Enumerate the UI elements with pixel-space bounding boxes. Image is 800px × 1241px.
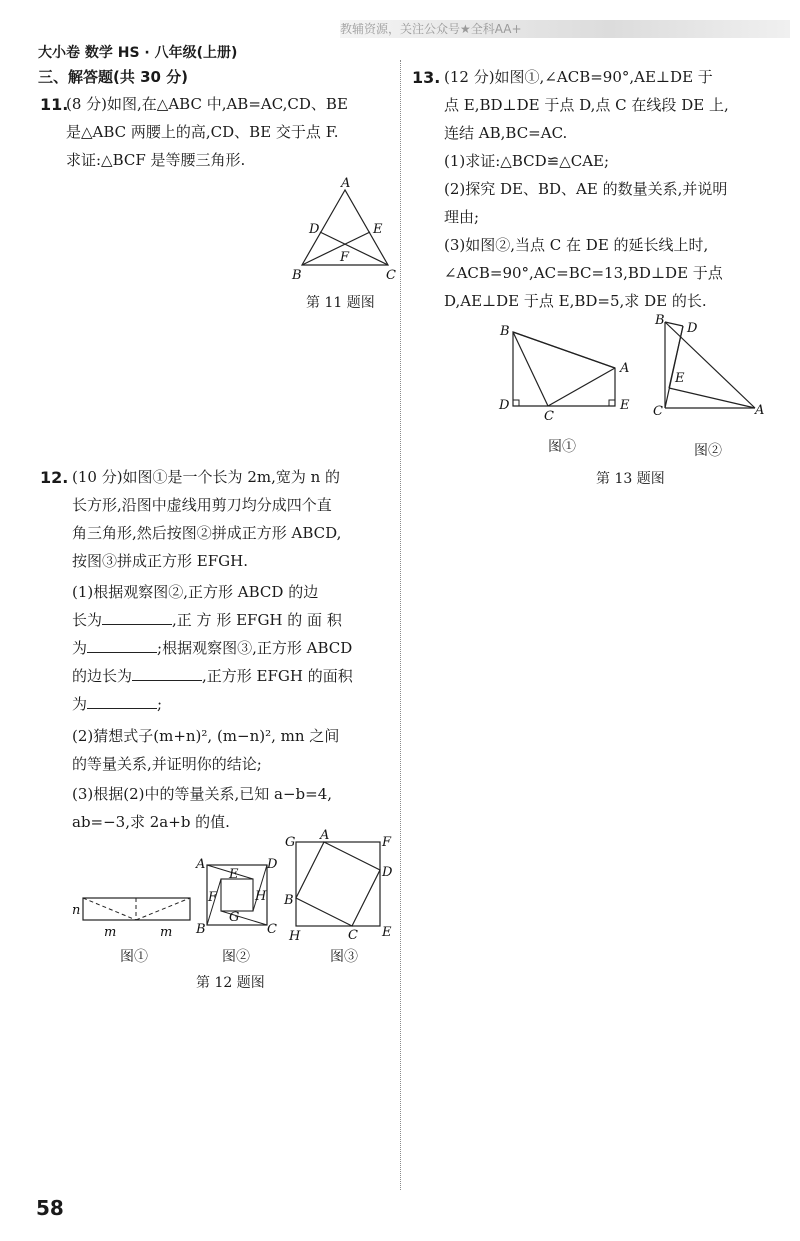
right-angle-mark [609,400,615,406]
q13-line: D,AE⊥DE 于点 E,BD=5,求 DE 的长. [444,292,707,310]
q12-fig2-label-f: F [208,890,218,905]
q13-fig1-label-a: A [620,361,630,376]
q12-fig2-label-g: G [229,910,240,925]
q13-line: (2)探究 DE、BD、AE 的数量关系,并说明 [444,180,728,198]
answer-blank[interactable] [132,662,202,681]
watermark-text: 教辅资源，关注公众号★全科AA+ [340,22,522,36]
q13-fig2-label: 图② [694,443,722,459]
q11-label-d: D [309,222,320,237]
q12-square-efgh [221,879,253,911]
q12-fig3-label-e: E [382,925,392,940]
q13-figure-1 [490,318,640,423]
q11-number: 11. [40,95,69,114]
q12-fig3-label-g: G [285,835,296,850]
q12-fig3-label: 图③ [330,949,358,965]
q12-fig1-label: 图① [120,949,148,965]
q13-line: 点 E,BD⊥DE 于点 D,点 C 在线段 DE 上, [444,96,729,114]
q12-fig3-label-a: A [320,828,330,843]
q12-label-n: n [72,903,81,918]
watermark-banner [340,20,790,38]
q12-label-m: m [160,925,173,940]
q13-line: 连结 AB,BC=AC. [444,124,568,142]
q12-fig2-label-e: E [229,867,239,882]
q13-fig2-label-a: A [755,403,765,418]
q13-line: ∠ACB=90°,AC=BC=13,BD⊥DE 于点 [444,264,723,282]
q12-part2-line: 的等量关系,并证明你的结论; [72,755,262,773]
page-number: 58 [36,1196,64,1220]
q12-part1-line [72,690,162,718]
q13-trapezoid [513,332,615,406]
q13-fig2-label-e: E [675,371,685,386]
q13-fig1-label-c: C [544,409,554,424]
q13-fig1-label-b: B [500,324,510,339]
section-title: 三、解答题(共 30 分) [38,68,189,86]
q12-line: 长方形,沿图中虚线用剪刀均分成四个直 [72,496,332,514]
q12-part1-line [72,634,352,662]
q12-part1-line: (1)根据观察图②,正方形 ABCD 的边 [72,583,319,601]
q13-line: (1)求证:△BCD≌△CAE; [444,152,610,170]
q12-fig3-label-c: C [348,928,358,943]
q12-label-m: m [104,925,117,940]
q11-figure [290,175,400,290]
q12-segment [221,911,267,925]
q11-caption: 第 11 题图 [306,295,375,311]
q11-line: (8 分)如图,在△ABC 中,AB=AC,CD、BE [66,95,348,113]
q12-part1-text: ; [157,695,163,713]
q12-part1-text: ;根据观察图③,正方形 ABCD [157,639,353,657]
q13-figure-2 [645,310,770,425]
answer-blank[interactable] [87,634,157,653]
q13-segment-ab [665,322,755,408]
q12-line: 按图③拼成正方形 EFGH. [72,552,248,570]
q13-fig2-label-b: B [655,313,665,328]
answer-blank[interactable] [87,690,157,709]
q13-number: 13. [412,68,441,87]
q13-segment-ab [513,332,615,368]
q13-segment-ae [669,388,755,408]
q12-fig2-label-c: C [267,922,277,937]
q12-part1-text: 的边长为 [72,667,133,685]
running-header: 大小卷 数学 HS · 八年级(上册) [38,45,238,61]
q13-fig2-label-d: D [687,321,698,336]
q12-figure-2 [193,855,278,940]
q12-fig2-label-a: A [196,857,206,872]
q13-fig1-label: 图① [548,439,576,455]
q13-fig1-label-d: D [499,398,510,413]
q13-fig2-label-c: C [653,404,663,419]
q13-fig1-label-e: E [620,398,630,413]
q12-caption: 第 12 题图 [196,975,265,991]
q12-fig3-label-b: B [284,893,294,908]
q12-cut-line [136,898,190,920]
q12-part1-line [72,606,342,634]
q12-figure-1 [70,890,195,940]
q12-part1-text: 为 [72,639,88,657]
q12-line: 角三角形,然后按图②拼成正方形 ABCD, [72,524,342,542]
q12-part3-line: ab=−3,求 2a+b 的值. [72,813,230,831]
q12-figure-3 [282,828,397,946]
q12-part1-text: ,正 方 形 EFGH 的 面 积 [172,611,342,629]
answer-blank[interactable] [102,606,172,625]
q11-line: 求证:△BCF 是等腰三角形. [66,151,246,169]
q12-fig3-label-f: F [382,835,392,850]
q12-square-abcd-inner [296,842,380,926]
q12-fig2-label: 图② [222,949,250,965]
q11-line: 是△ABC 两腰上的高,CD、BE 交于点 F. [66,123,339,141]
q12-part1-text: 长为 [72,611,103,629]
q12-part3-line: (3)根据(2)中的等量关系,已知 a−b=4, [72,785,333,803]
q12-segment [253,865,267,911]
q13-caption: 第 13 题图 [596,471,665,487]
q12-number: 12. [40,468,69,487]
q11-label-e: E [373,222,383,237]
q12-fig3-label-d: D [382,865,393,880]
q12-fig2-label-d: D [267,857,278,872]
q12-part1-text: 为 [72,695,88,713]
q12-square-efgh-outer [296,842,380,926]
q12-part2-line: (2)猜想式子(m+n)², (m−n)², mn 之间 [72,727,340,745]
q11-label-a: A [341,176,351,191]
column-divider [400,60,401,1190]
q12-line: (10 分)如图①是一个长为 2m,宽为 n 的 [72,468,341,486]
q13-line: 理由; [444,208,480,226]
q12-cut-line [83,898,136,920]
q11-label-b: B [292,268,302,283]
q13-segment-ca [548,368,615,406]
q12-fig2-label-h: H [255,889,267,904]
right-angle-mark [513,400,519,406]
q12-fig3-label-h: H [289,929,301,944]
q13-line: (3)如图②,当点 C 在 DE 的延长线上时, [444,236,709,254]
q12-part1-text: ,正方形 EFGH 的面积 [202,667,353,685]
q11-label-c: C [386,268,396,283]
q13-line: (12 分)如图①,∠ACB=90°,AE⊥DE 于 [444,68,713,86]
q11-label-f: F [340,250,350,265]
q12-part1-line [72,662,353,690]
q12-fig2-label-b: B [196,922,206,937]
